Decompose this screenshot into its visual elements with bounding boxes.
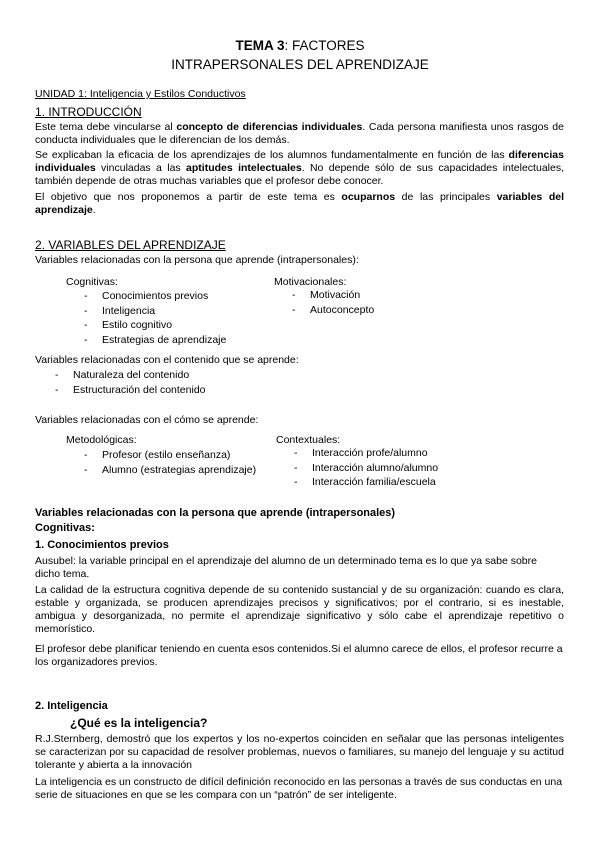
- metodologicas-item: - Profesor (estilo enseñanza): [84, 449, 256, 464]
- text-run: Este tema debe vincularse al: [35, 121, 177, 133]
- motivacionales-list: [292, 289, 374, 318]
- motivacionales-item: - Autoconcepto: [292, 304, 374, 319]
- inteligencia-heading: 2. Inteligencia: [35, 700, 108, 712]
- bold-term: aptitudes intelectuales: [186, 162, 302, 174]
- como-variables-label: Variables relacionadas con el cómo se aprende:: [35, 414, 259, 426]
- contextuales-item: - Interacción profe/alumno: [294, 447, 438, 462]
- inteligencia-paragraph-2: La inteligencia es un constructo de difícil definición reconocido en las personas a través de sus conductas en una serie de situaciones en que se les compara con un “patrón” de ser inteligente.: [35, 776, 563, 801]
- conocimientos-previos-heading: 1. Conocimientos previos: [35, 539, 169, 551]
- bold-term: variables del aprendizaje: [35, 191, 564, 216]
- contenido-item: - Estructuración del contenido: [55, 384, 206, 399]
- intro-paragraph-1: [35, 121, 564, 147]
- title-factores: : FACTORES: [284, 38, 365, 53]
- cognitivas-item: - Inteligencia: [84, 305, 226, 320]
- conocimientos-paragraph-3: El profesor debe planificar teniendo en cuenta esos contenidos.Si el alumno carece de ellos, el profesor recurre a los organizadores previos.: [35, 643, 563, 668]
- inteligencia-paragraph-1: R.J.Sternberg, demostró que los expertos y los no-expertos coinciden en señalar que las personas inteligentes se caracterizan por su capacidad de resolver problemas, nuevos o familiares, su manejo del lenguaje y su actitud tolerante y abierta a la innovación: [35, 733, 564, 771]
- title-tema: TEMA 3: [235, 38, 285, 53]
- cognitivas-item: - Estilo cognitivo: [84, 319, 226, 334]
- contextuales-item: - Interacción alumno/alumno: [294, 462, 438, 477]
- intro-paragraph-2: [35, 149, 564, 188]
- intro-paragraph-3: [35, 191, 564, 217]
- unit-heading: UNIDAD 1: Inteligencia y Estilos Conductivos: [35, 88, 246, 100]
- text-run: .: [92, 204, 96, 216]
- contenido-item: - Naturaleza del contenido: [55, 369, 206, 384]
- contextuales-item: - Interacción familia/escuela: [294, 476, 438, 491]
- text-run: . Cada persona manifiesta unos rasgos de conducta individuales que le diferencian de los demás.: [35, 121, 564, 146]
- persona-variables-label: Variables relacionadas con la persona que aprende (intrapersonales):: [35, 254, 359, 266]
- conocimientos-paragraph-2: La calidad de la estructura cognitiva depende de su contenido sustancial y de su organización: cuando es clara, estable y organizada, se producen aprendizajes precisos y significativos; por el contrario, si es inestable, ambigua y desorganizada, no permite el aprendizaje significativo y sólo cabe el aprendizaje repetitivo o memorístico.: [35, 584, 564, 635]
- motivacionales-label: Motivacionales:: [274, 276, 347, 288]
- bold-term: concepto de diferencias individuales: [176, 121, 363, 133]
- section-heading-variables: 2. VARIABLES DEL APRENDIZAJE: [35, 238, 226, 252]
- text-run: de las principales: [395, 191, 497, 203]
- motivacionales-item: - Motivación: [292, 289, 374, 304]
- section-heading-introduccion: 1. INTRODUCCIÓN: [35, 105, 142, 119]
- inteligencia-question: ¿Qué es la inteligencia?: [70, 716, 208, 730]
- detail-cognitivas-heading: Cognitivas:: [35, 522, 95, 534]
- cognitivas-item: - Estrategias de aprendizaje: [84, 334, 226, 349]
- conocimientos-paragraph-1: Ausubel: la variable principal en el aprendizaje del alumno de un determinado tema es lo que ya sabe sobre dicho tema.: [35, 555, 537, 580]
- text-run: vinculadas a las: [95, 162, 187, 174]
- cognitivas-list: [84, 290, 226, 348]
- detail-heading: Variables relacionadas con la persona que aprende (intrapersonales): [35, 507, 396, 519]
- cognitivas-item: - Conocimientos previos: [84, 290, 226, 305]
- contenido-variables-label: Variables relacionadas con el contenido que se aprende:: [35, 354, 299, 366]
- text-run: Se explicaban la eficacia de los aprendizajes de los alumnos fundamentalmente en función de las: [35, 149, 509, 161]
- document-title-line2: INTRAPERSONALES DEL APRENDIZAJE: [171, 57, 429, 72]
- text-run: El objetivo que nos proponemos a partir de este tema es: [35, 191, 342, 203]
- contextuales-list: [294, 447, 438, 491]
- metodologicas-item: - Alumno (estrategias aprendizaje): [84, 464, 256, 479]
- metodologicas-label: Metodológicas:: [66, 434, 137, 446]
- cognitivas-label: Cognitivas:: [66, 276, 118, 288]
- document-title-line1: [0, 37, 600, 54]
- text-run: . No depende sólo de sus capacidades intelectuales, también depende de otras muchas variables que el profesor debe conocer.: [35, 162, 564, 187]
- bold-term: ocuparnos: [341, 191, 396, 203]
- contextuales-label: Contextuales:: [276, 434, 341, 446]
- bold-term: diferencias individuales: [35, 149, 564, 174]
- metodologicas-list: [84, 449, 256, 478]
- contenido-list: [55, 369, 206, 398]
